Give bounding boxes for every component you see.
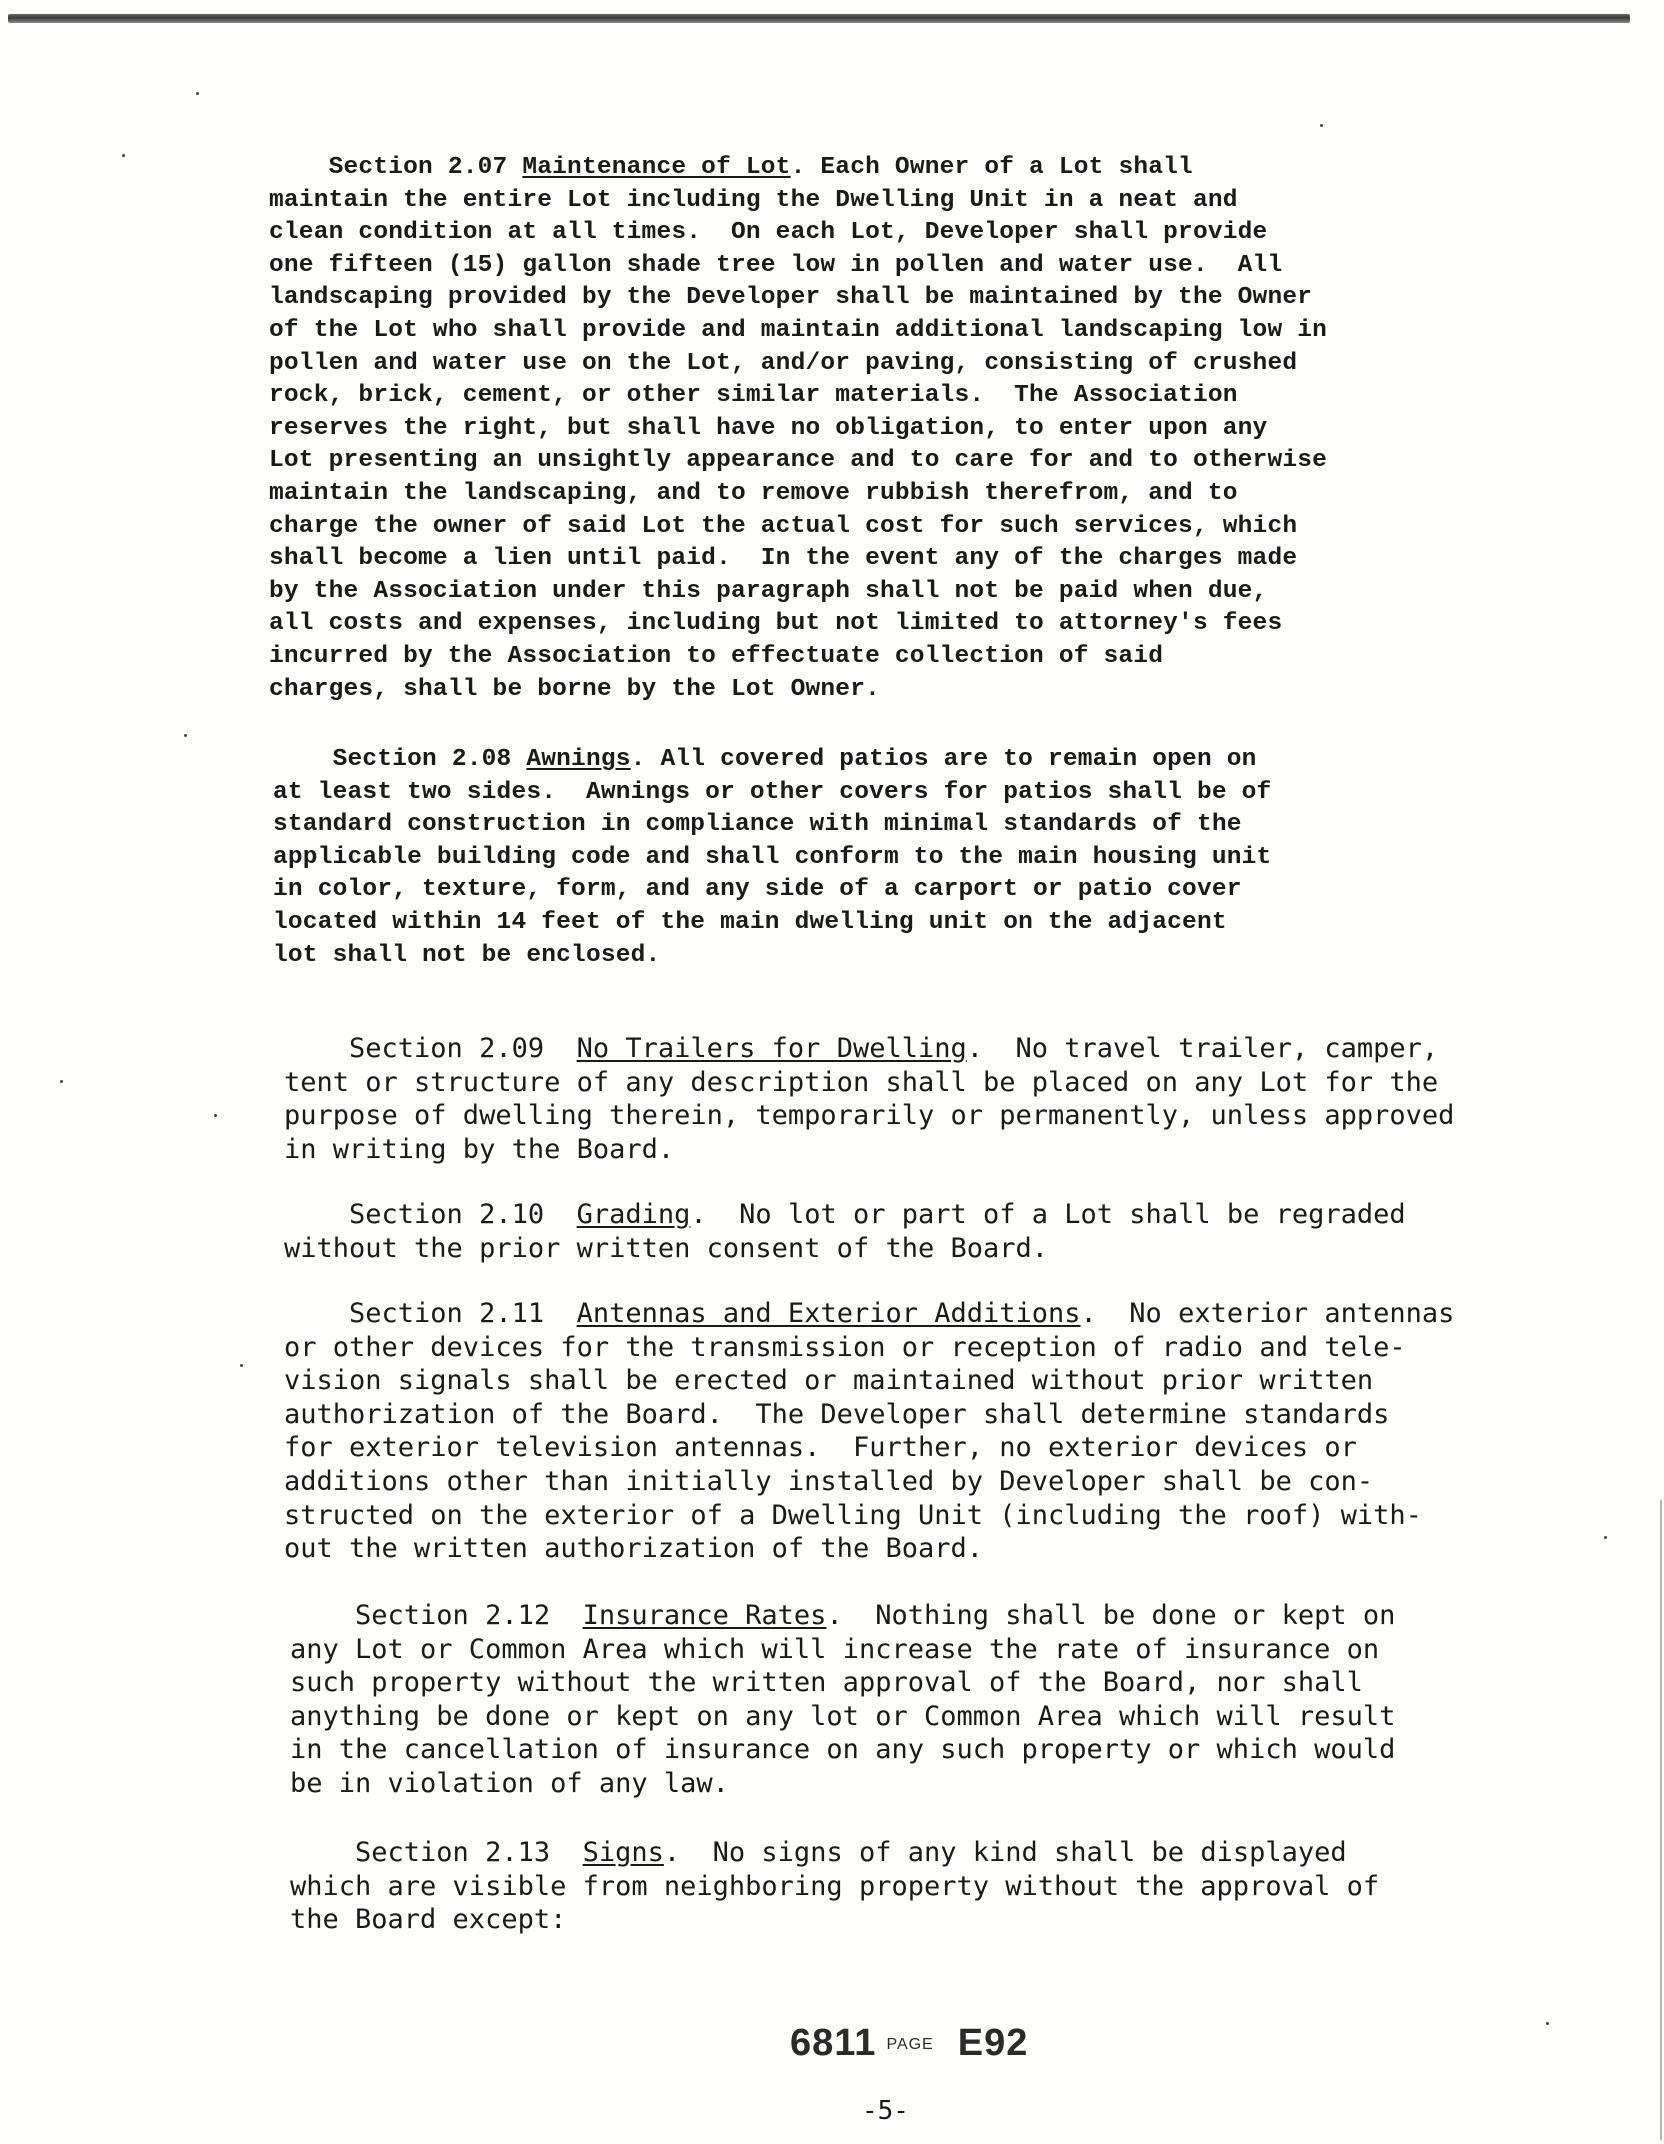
text-run: charges, shall be borne by the Lot Owner.	[269, 675, 880, 703]
section-2-07	[269, 152, 1327, 706]
text-run: any Lot or Common Area which will increase the rate of insurance on	[290, 1633, 1380, 1665]
section-2-11	[284, 1297, 1454, 1566]
stamp-book-number: 6811	[790, 2022, 877, 2064]
text-run: . No exterior antennas	[1080, 1298, 1455, 1329]
scan-speck	[122, 154, 125, 157]
section-heading: Insurance Rates	[582, 1600, 827, 1631]
text-run: applicable building code and shall conform to the main housing unit	[273, 843, 1272, 871]
text-line	[269, 413, 1327, 446]
text-run: the Board except:	[290, 1904, 567, 1936]
text-line	[284, 1198, 1406, 1232]
text-run: rock, brick, cement, or other similar materials. The Association	[269, 382, 1238, 410]
scan-speck	[214, 1114, 217, 1117]
text-run: Section 2.11	[284, 1298, 577, 1329]
text-line	[269, 478, 1327, 511]
text-run: by the Association under this paragraph shall not be paid when due,	[269, 577, 1268, 605]
text-line	[290, 1666, 1395, 1700]
text-line	[284, 1431, 1454, 1465]
text-line	[269, 543, 1327, 576]
text-run: standard construction in compliance with minimal standards of the	[273, 811, 1242, 839]
section-heading: Maintenance of Lot	[522, 154, 791, 181]
section-heading: No Trailers for Dwelling	[576, 1033, 967, 1064]
section-heading: Antennas and Exterior Additions	[576, 1298, 1081, 1329]
section-2-10	[284, 1198, 1406, 1265]
text-run: maintain the entire Lot including the Dwelling Unit in a neat and	[269, 186, 1238, 214]
text-run: incurred by the Association to effectuate collection of said	[269, 642, 1164, 670]
text-run: without the prior written consent of the Board.	[284, 1232, 1049, 1264]
text-line	[269, 282, 1327, 315]
scan-speck	[1546, 2022, 1549, 2025]
text-line	[269, 348, 1327, 381]
text-run: in color, texture, form, and any side of a carport or patio cover	[273, 876, 1242, 904]
text-line	[273, 874, 1271, 907]
text-run: such property without the written approval of the Board, nor shall	[290, 1667, 1363, 1699]
text-run: . No signs of any kind shall be displayed	[663, 1837, 1347, 1868]
text-run: charge the owner of said Lot the actual cost for such services, which	[269, 512, 1298, 540]
right-scan-edge	[1660, 1500, 1662, 2140]
top-scan-border	[8, 14, 1630, 23]
text-run: which are visible from neighboring property without the approval of	[290, 1870, 1380, 1902]
text-run: . All covered patios are to remain open on	[630, 746, 1257, 773]
text-run: anything be done or kept on any lot or Common Area which will result	[290, 1700, 1396, 1732]
text-line	[273, 744, 1271, 777]
section-2-09	[284, 1032, 1454, 1166]
text-line	[269, 185, 1327, 218]
section-heading: Grading	[576, 1199, 691, 1230]
text-run: lot shall not be enclosed.	[273, 941, 661, 969]
section-2-13	[290, 1836, 1379, 1937]
text-run: tent or structure of any description shall be placed on any Lot for the	[284, 1066, 1439, 1098]
text-run: at least two sides. Awnings or other covers for patios shall be of	[273, 778, 1272, 806]
section-2-08	[273, 744, 1271, 972]
text-run: . Each Owner of a Lot shall	[790, 154, 1193, 181]
text-line	[284, 1532, 1454, 1566]
text-line	[284, 1331, 1454, 1365]
text-run: all costs and expenses, including but not limited to attorney's fees	[269, 610, 1283, 638]
text-line	[269, 445, 1327, 478]
text-run: . No lot or part of a Lot shall be regraded	[690, 1199, 1406, 1230]
stamp-page-label: PAGE	[886, 2035, 934, 2053]
text-run: maintain the landscaping, and to remove rubbish therefrom, and to	[269, 479, 1238, 507]
text-run: shall become a lien until paid. In the event any of the charges made	[269, 545, 1298, 573]
text-line	[284, 1465, 1454, 1499]
text-line	[290, 1700, 1395, 1734]
text-run: or other devices for the transmission or reception of radio and tele-	[284, 1331, 1406, 1363]
text-run: out the written authorization of the Board.	[284, 1533, 983, 1565]
text-run: pollen and water use on the Lot, and/or paving, consisting of crushed	[269, 349, 1298, 377]
text-line	[284, 1398, 1454, 1432]
text-run: one fifteen (15) gallon shade tree low in pollen and water use. All	[269, 251, 1283, 279]
text-run: for exterior television antennas. Further, no exterior devices or	[284, 1432, 1357, 1464]
text-run: vision signals shall be erected or maintained without prior written	[284, 1365, 1374, 1397]
text-run: be in violation of any law.	[290, 1767, 729, 1799]
text-run: authorization of the Board. The Developer shall determine standards	[284, 1398, 1390, 1430]
scan-speck	[196, 92, 199, 95]
text-line	[269, 315, 1327, 348]
text-line	[284, 1232, 1406, 1266]
recording-stamp	[790, 2022, 1028, 2065]
text-run: reserves the right, but shall have no obligation, to enter upon any	[269, 414, 1268, 442]
text-line	[284, 1099, 1454, 1133]
scan-speck	[60, 1080, 63, 1083]
text-line	[284, 1364, 1454, 1398]
text-line	[269, 217, 1327, 250]
text-line	[284, 1133, 1454, 1167]
text-line	[273, 809, 1271, 842]
section-heading: Signs	[582, 1837, 664, 1868]
text-run: in the cancellation of insurance on any such property or which would	[290, 1734, 1396, 1766]
text-line	[269, 576, 1327, 609]
section-2-12	[290, 1599, 1395, 1801]
text-line	[273, 907, 1271, 940]
text-run: Lot presenting an unsightly appearance and to care for and to otherwise	[269, 447, 1328, 475]
text-run: . Nothing shall be done or kept on	[826, 1600, 1396, 1631]
text-run: Section 2.13	[290, 1837, 583, 1868]
text-run: of the Lot who shall provide and maintain additional landscaping low in	[269, 316, 1328, 344]
text-run: purpose of dwelling therein, temporarily or permanently, unless approved	[284, 1100, 1455, 1132]
text-run: located within 14 feet of the main dwelling unit on the adjacent	[273, 908, 1227, 936]
text-line	[290, 1733, 1395, 1767]
text-line	[284, 1066, 1454, 1100]
text-run: Section 2.10	[284, 1199, 577, 1230]
text-run: additions other than initially installed by Developer shall be con-	[284, 1465, 1374, 1497]
text-run: Section 2.08	[273, 746, 527, 773]
text-line	[273, 842, 1271, 875]
scan-speck	[1320, 124, 1323, 127]
scan-speck	[240, 1364, 243, 1367]
text-line	[269, 641, 1327, 674]
stamp-page-number: E92	[957, 2022, 1029, 2064]
text-line	[284, 1499, 1454, 1533]
text-line	[290, 1903, 1379, 1937]
text-line	[273, 940, 1271, 973]
text-run: clean condition at all times. On each Lot, Developer shall provide	[269, 219, 1268, 247]
section-heading: Awnings	[526, 746, 631, 773]
text-line	[269, 250, 1327, 283]
text-line	[269, 152, 1327, 185]
text-run: landscaping provided by the Developer shall be maintained by the Owner	[269, 284, 1313, 312]
text-run: structed on the exterior of a Dwelling Unit (including the roof) with-	[284, 1499, 1422, 1531]
text-line	[290, 1870, 1379, 1904]
text-run: Section 2.07	[269, 154, 523, 181]
text-run: . No travel trailer, camper,	[966, 1033, 1439, 1064]
text-line	[273, 777, 1271, 810]
text-line	[269, 674, 1327, 707]
text-line	[269, 608, 1327, 641]
text-line	[290, 1599, 1395, 1633]
text-run: Section 2.09	[284, 1033, 577, 1064]
text-line	[290, 1633, 1395, 1667]
text-run: in writing by the Board.	[284, 1133, 675, 1165]
text-line	[269, 380, 1327, 413]
text-line	[290, 1836, 1379, 1870]
text-line	[269, 511, 1327, 544]
text-line	[290, 1767, 1395, 1801]
page-number: -5-	[862, 2096, 909, 2126]
text-line	[284, 1032, 1454, 1066]
scan-speck	[1604, 1536, 1607, 1539]
text-line	[284, 1297, 1454, 1331]
scan-speck	[184, 734, 187, 737]
text-run: Section 2.12	[290, 1600, 583, 1631]
